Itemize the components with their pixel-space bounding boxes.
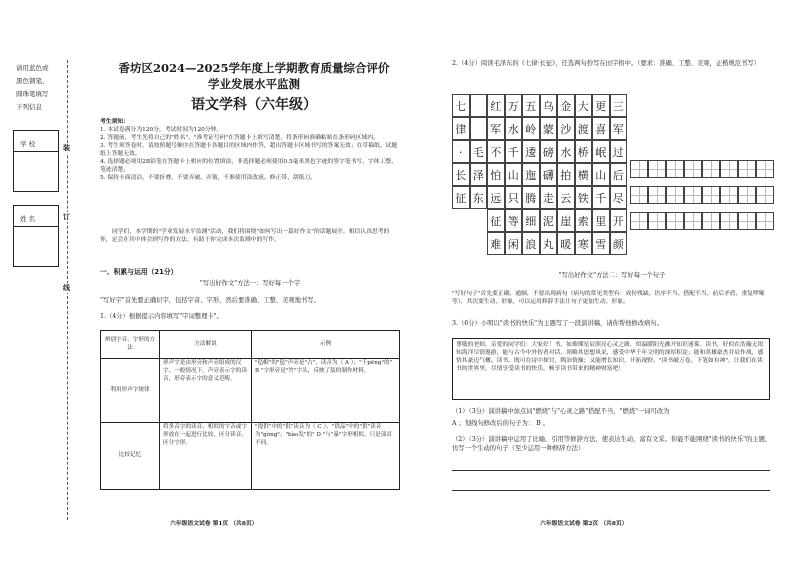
tianzige-cell[interactable]	[666, 212, 684, 230]
poem-char: 横	[575, 163, 593, 186]
page2-footer: 六年级语文试卷 第2页 （共8页）	[540, 521, 628, 527]
poem-char: 里	[592, 209, 610, 232]
poem-char: 军	[610, 117, 628, 140]
poem-char: 律	[452, 117, 470, 140]
tianzige-cell[interactable]	[648, 212, 666, 230]
poem-char: 金	[557, 94, 575, 117]
section-heading: 一、积累与运用（21分）	[100, 268, 178, 276]
poem-char: 细	[522, 209, 540, 232]
poem-char: 蒙	[540, 117, 558, 140]
method1-text: "写好字"首先要正确识字，包括字音、字形，然后要准确、工整、美观地书写。	[100, 297, 320, 304]
intro-paragraph: 同学们，本学期的"学业发展水平监测"活动，我们将围绕"如何写出一篇好作文"的话题展开，相信认真思考的你，定会在其中体会到写作的方法，有助于你完成本次监测中的写作。	[100, 229, 390, 243]
answer-line[interactable]	[452, 490, 770, 491]
speech-text: 尊敬的老师，亲爱的同学们：大家好！书，如璀璨星辰照亮心灵之路，似温暖阳光拂开知识迷雾。读书，好似在浩瀚无垠知海洋尽情遨游，能与古今中外智者对话，领略其思想风采，感受中华千年文明的深厚积淀；能和英雄豪杰并肩作战，感悟其豪迈气概。读书，既可在诗中探讨，陶冶情操；又能增长知识，开拓视野。"读书破万卷，下笔如有神"，让我们在读书的世界里，尽情享受读书的快乐，畅享读书带来的精神财富吧！	[456, 342, 764, 372]
poem-char	[470, 117, 488, 140]
table-header: 方法解说	[160, 331, 252, 359]
tianzige-cell[interactable]	[738, 160, 756, 178]
seal-mark: 装	[63, 143, 70, 152]
poem-char: 礴	[540, 163, 558, 186]
school-field[interactable]	[13, 130, 59, 192]
poem-char: 怕	[487, 163, 505, 186]
poem-char: 征	[452, 186, 470, 209]
notice-head: 考生须知：	[100, 119, 129, 125]
table-header: 示例	[252, 331, 400, 359]
name-label: 姓 名	[20, 215, 36, 223]
example-cell[interactable]: "毡帽"的"毡"声旁是"占"，读音为（ A ）；"千pēng"的" B "字形旁是"竹"字头，反映了装的制作材料。	[252, 359, 400, 423]
poem-char: 岭	[522, 117, 540, 140]
page1-footer: 六年级语文试卷 第1页 （共8页）	[170, 521, 258, 527]
tianzige-cell[interactable]	[756, 186, 774, 204]
poem-char: 泥	[540, 209, 558, 232]
poem-char: 沙	[557, 117, 575, 140]
binding-note-line: 请用蓝色或	[16, 64, 49, 72]
table-header-row	[101, 331, 400, 359]
poem-char: 腾	[522, 186, 540, 209]
poem-char: 暖	[557, 232, 575, 255]
tianzige-cell[interactable]	[756, 212, 774, 230]
poem-char: 远	[487, 186, 505, 209]
answer-line[interactable]	[452, 470, 770, 471]
poem-char: 走	[540, 186, 558, 209]
seal-mark: 订	[63, 212, 70, 221]
poem-char: 山	[505, 163, 523, 186]
tianzige-cell[interactable]	[684, 186, 702, 204]
tianzige-cell[interactable]	[738, 212, 756, 230]
poem-char: 喜	[592, 117, 610, 140]
poem-char: 索	[575, 209, 593, 232]
poem-char: 拍	[557, 163, 575, 186]
name-field[interactable]	[13, 205, 59, 267]
binding-note-line: 黑色钢笔、	[16, 77, 49, 85]
poem-char: 七	[452, 94, 470, 117]
binding-note	[16, 62, 60, 114]
method-cell: 比较记忆	[101, 423, 160, 490]
poem-char: 崖	[557, 209, 575, 232]
question-1: 1.（4分）根据提示内容填写"字词整理卡"。	[100, 313, 223, 320]
poem-char: 浪	[522, 232, 540, 255]
poem-char: 等	[505, 209, 523, 232]
tianzige-cell[interactable]	[666, 186, 684, 204]
tianzige-cell[interactable]	[720, 160, 738, 178]
explain-cell: 将多音字的读音、相似的字音或字形放在一起进行比较，区分读音、区分字形。	[160, 423, 252, 490]
poem-char: 更	[592, 94, 610, 117]
question-2: 2.（4分）阅读毛泽东的《七律·长征》，任选两句抄写在田字格中。（要求：准确、工整、美观，正楷规范书写）	[452, 60, 760, 67]
poem-char: 闲	[505, 232, 523, 255]
poem-char: 铁	[575, 186, 593, 209]
poem-char: ·	[452, 140, 470, 163]
tianzige-cell[interactable]	[684, 160, 702, 178]
poem-char: 只	[505, 186, 523, 209]
poem-char: 岷	[592, 140, 610, 163]
poem-char: 征	[487, 209, 505, 232]
poem-char: 乌	[540, 94, 558, 117]
subquestion-2: （2）（3分）演讲稿中运用了比喻、引用等修辞方法，使表达生动，富有文采。你能不能围绕"读书的快乐"的主题，仿写一个生动的句子（至少运用一种修辞方法）	[452, 436, 772, 452]
speech-box	[452, 338, 770, 400]
method1-title: "写出好作文"方法一：写好每一个字	[199, 280, 301, 287]
page1-title-line1: 香坊区2024—2025学年度上学期教育质量综合评价	[118, 61, 390, 75]
question-3: 3.（6分）小明以"读书的快乐"为主题写了一段演讲稿，请你帮他修改病句。	[452, 320, 664, 327]
method-cell: 利用形声字规律	[101, 359, 160, 423]
page1-title-line2: 学业发展水平监测	[208, 77, 300, 91]
tianzige-cell[interactable]	[702, 212, 720, 230]
poem-char: 过	[610, 140, 628, 163]
notice-item: 4. 选择题必须用2B铅笔在答题卡上相应的位置填涂，非选择题必须使用0.5毫米黑色字迹的签字笔书写，字体工整、笔迹清楚。	[100, 159, 397, 173]
poem-char: 水	[505, 117, 523, 140]
table-row	[101, 359, 400, 423]
tianzige-cell[interactable]	[702, 160, 720, 178]
table-header: 辨别字音、字形的方法	[101, 331, 160, 359]
poem-char: 毛	[470, 140, 488, 163]
poem-char: 雪	[592, 232, 610, 255]
poem-char: 难	[487, 232, 505, 255]
tianzige-cell[interactable]	[630, 186, 648, 204]
tianzige-cell[interactable]	[630, 212, 648, 230]
poem-char: 东	[470, 186, 488, 209]
tianzige-cell[interactable]	[666, 160, 684, 178]
poem-char	[470, 94, 488, 117]
word-card-table	[100, 330, 400, 490]
poem-char: 云	[557, 186, 575, 209]
poem-char: 千	[592, 186, 610, 209]
subquestion-1-line2[interactable]: A ；划线句修改后的句子为： B 。	[452, 420, 550, 427]
poem-char: 磅	[540, 140, 558, 163]
poem-char: 红	[487, 94, 505, 117]
table-row	[101, 423, 400, 490]
binding-note-line: 圆珠笔填写	[16, 90, 49, 98]
poem-char: 不	[487, 140, 505, 163]
subject-title: 语文学科（六年级）	[191, 97, 317, 113]
poem-char: 山	[592, 163, 610, 186]
notice-item: 1. 本试卷满分为120分，考试时间为120分钟。	[100, 127, 223, 133]
tianzige-cell[interactable]	[648, 186, 666, 204]
poem-char: 泽	[470, 163, 488, 186]
poem-char: 迤	[522, 163, 540, 186]
example-cell[interactable]: "提供"中的"供"读音为（ C ），"供品"中的"供"读音为"gòng"；"bào发"的" D "与"暴"字形相似，只是部首不同。	[252, 423, 400, 490]
tianzige-cell[interactable]	[702, 186, 720, 204]
explain-cell: 形声字是由形旁和声旁组成的汉字。一般情况下，声旁表示字的读音，形旁表示字的意义范畴。	[160, 359, 252, 423]
tianzige-cell[interactable]	[648, 160, 666, 178]
poem-char: 军	[487, 117, 505, 140]
notice-item: 5. 保持卡面清洁，不要折叠、不要弄破、弄皱，不准使用涂改液、修正带、刮纸刀。	[100, 175, 317, 181]
poem-char: 开	[610, 209, 628, 232]
poem-char: 水	[557, 140, 575, 163]
poem-char: 寒	[575, 232, 593, 255]
notice-item: 3. 考生须答卷时，请按照题号顺序在答题卡各题目的区域内作答，超出答题卡区域书写的答案无效；在草稿纸、试题纸上答题无效。	[100, 143, 398, 157]
tianzige-cell[interactable]	[684, 212, 702, 230]
poem-char: 五	[522, 94, 540, 117]
binding-note-line: 下列信息	[16, 103, 42, 111]
tianzige-cell[interactable]	[720, 186, 738, 204]
poem-char: 桥	[575, 140, 593, 163]
poem-char: 后	[610, 163, 628, 186]
tianzige-cell[interactable]	[720, 212, 738, 230]
tianzige-cell[interactable]	[630, 160, 648, 178]
notice-item: 2. 答题前，考生先将自己的"姓名"、"准考证号码"在答题卡上填写清楚，将条形码准确粘贴在条形码区域内。	[100, 135, 379, 141]
poem-char: 逶	[522, 140, 540, 163]
subquestion-1: （1）（3分）演讲稿中加点词"燃烧"与"心灵之路"搭配不当，"燃烧"一词可改为	[452, 408, 670, 415]
tianzige-cell[interactable]	[738, 186, 756, 204]
method2-text: "写好句子"首先要正确、通顺，不要出现病句（病句的常见类型有：成份残缺、语序不当、搭配不当、前后矛盾、重复啰嗦等），其次要生动、形象，可以运用修辞手法让句子更加生动、形象。	[452, 291, 765, 305]
method2-title: "写出好作文"方法二：写好每一个句子	[558, 272, 666, 279]
poem-char: 尽	[610, 186, 628, 209]
exam-notice	[100, 118, 400, 182]
seal-mark: 线	[63, 283, 70, 292]
poem-char: 渡	[575, 117, 593, 140]
poem-char: 三	[610, 94, 628, 117]
poem-char: 千	[505, 140, 523, 163]
poem-char: 丸	[540, 232, 558, 255]
poem-grid	[452, 94, 627, 256]
poem-char: 长	[452, 163, 470, 186]
tianzige-practice-grid[interactable]	[630, 160, 774, 238]
tianzige-cell[interactable]	[756, 160, 774, 178]
poem-char: 大	[575, 94, 593, 117]
poem-char: 万	[505, 94, 523, 117]
school-label: 学 校	[20, 140, 36, 148]
poem-char: 颜	[610, 232, 628, 255]
